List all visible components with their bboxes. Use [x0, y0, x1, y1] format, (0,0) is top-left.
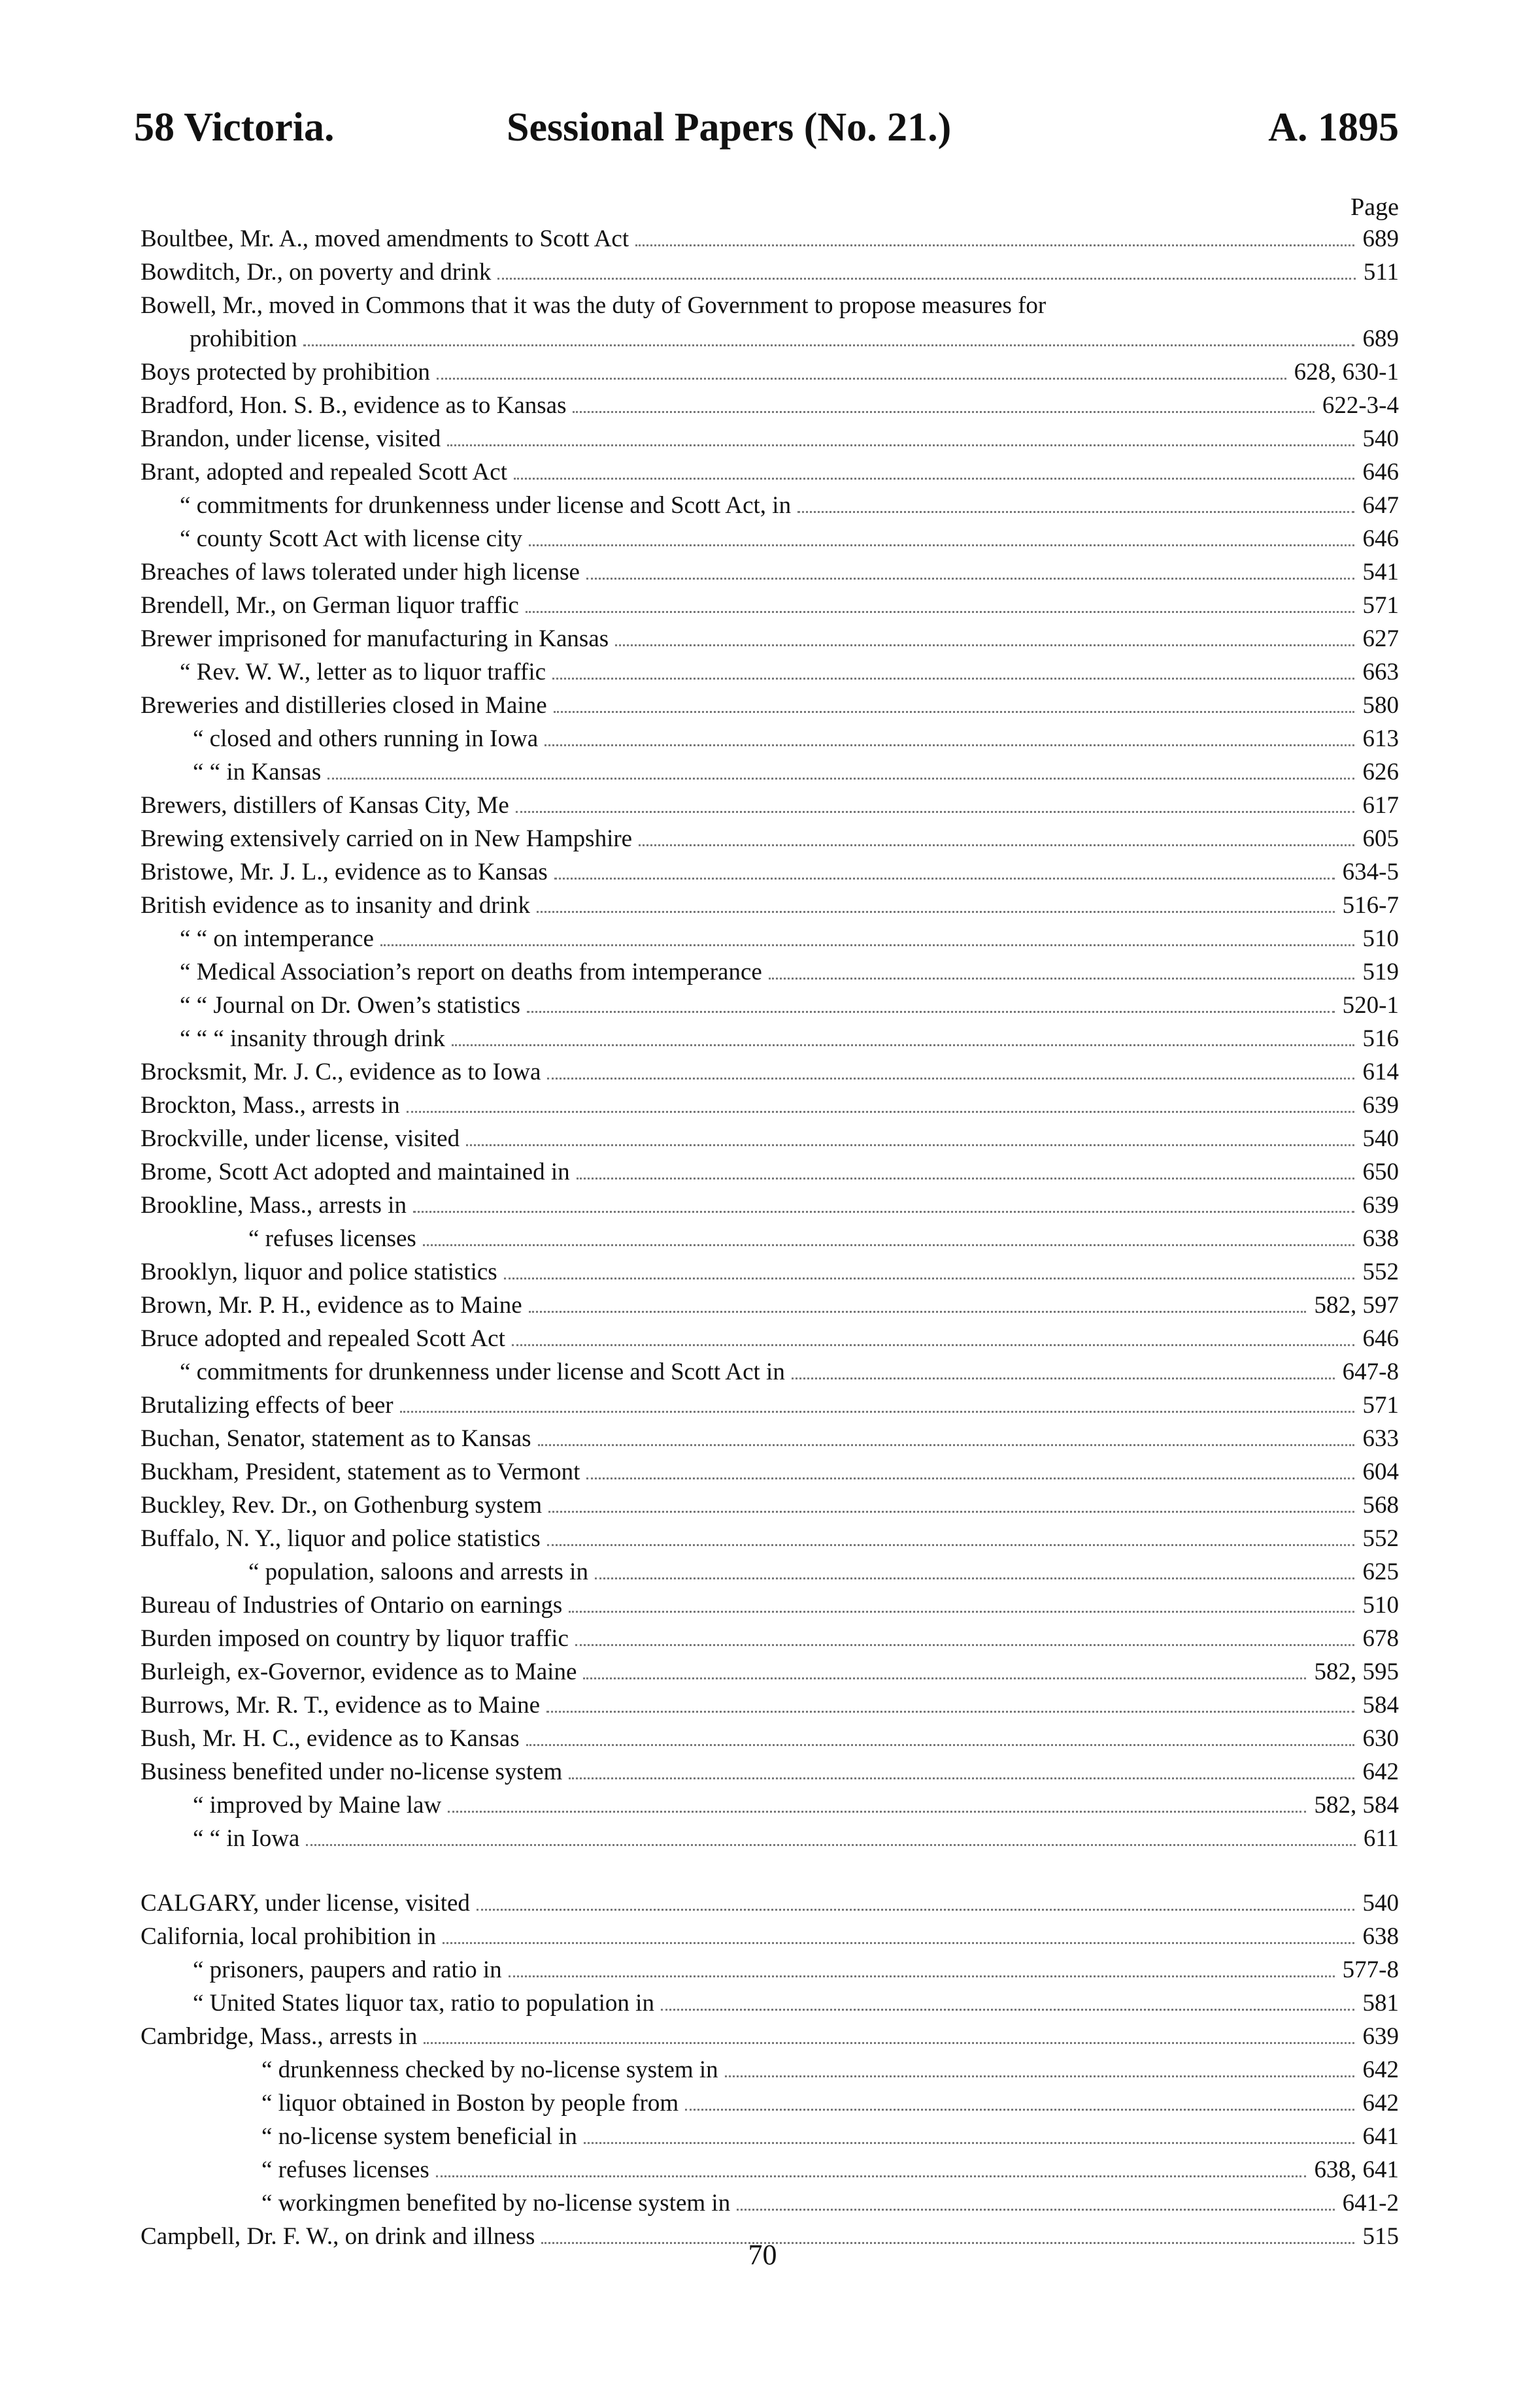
index-entry	[141, 1622, 1399, 1655]
index-entry	[141, 922, 1399, 955]
entry-text: Bush, Mr. H. C., evidence as to Kansas	[141, 1725, 520, 1752]
entry-page-ref: 622-3-4	[1322, 392, 1399, 419]
entry-text: “ “ in Kansas	[193, 759, 322, 785]
index-entry	[141, 1022, 1399, 1055]
entry-page-ref: 510	[1362, 925, 1399, 952]
entry-page-ref: 571	[1362, 592, 1399, 619]
entry-page-ref: 627	[1362, 625, 1399, 652]
entry-page-ref: 625	[1362, 1559, 1399, 1585]
entry-text: Brendell, Mr., on German liquor traffic	[141, 592, 519, 619]
index-entry	[141, 2086, 1399, 2120]
entry-page-ref: 584	[1362, 1692, 1399, 1719]
index-entry	[141, 2186, 1399, 2220]
entry-page-ref: 571	[1362, 1392, 1399, 1419]
index-entry	[141, 889, 1399, 922]
index-entry	[141, 1222, 1399, 1255]
entry-text: Brewing extensively carried on in New Hampshire	[141, 825, 633, 852]
entry-text: Business benefited under no-license system	[141, 1758, 563, 1785]
dot-leader	[569, 1777, 1354, 1779]
index-entry	[141, 1322, 1399, 1355]
dot-leader	[306, 1844, 1356, 1846]
dot-leader	[466, 1144, 1354, 1146]
index-entry	[141, 1689, 1399, 1722]
entry-text: Breweries and distilleries closed in Maine	[141, 692, 547, 719]
dot-leader	[527, 1011, 1335, 1013]
entry-page-ref: 580	[1362, 692, 1399, 719]
dot-leader	[725, 2075, 1354, 2077]
entry-page-ref: 541	[1362, 559, 1399, 586]
index-entry	[141, 1055, 1399, 1089]
entry-text: Breaches of laws tolerated under high license	[141, 559, 580, 586]
entry-page-ref: 582, 595	[1314, 1658, 1399, 1685]
entry-page-ref: 641	[1362, 2123, 1399, 2150]
entry-text: “ commitments for drunkenness under license and Scott Act, in	[180, 492, 792, 519]
index-entry	[141, 622, 1399, 655]
dot-leader	[586, 1477, 1354, 1479]
index-entry	[141, 1755, 1399, 1789]
entry-text: “ commitments for drunkenness under license and Scott Act in	[180, 1359, 785, 1385]
dot-leader	[547, 1544, 1354, 1546]
dot-leader	[554, 878, 1335, 880]
dot-leader	[569, 1611, 1354, 1613]
dot-leader	[548, 1511, 1354, 1513]
index-entry	[141, 1255, 1399, 1289]
entry-text: Buckley, Rev. Dr., on Gothenburg system	[141, 1492, 543, 1519]
entry-text: Burleigh, ex-Governor, evidence as to Maine	[141, 1658, 577, 1685]
entry-page-ref: 516-7	[1342, 892, 1399, 919]
dot-leader	[554, 711, 1354, 713]
dot-leader	[514, 478, 1354, 480]
entry-page-ref: 611	[1363, 1825, 1399, 1852]
entry-text: Brandon, under license, visited	[141, 425, 441, 452]
entry-text: Burrows, Mr. R. T., evidence as to Maine	[141, 1692, 541, 1719]
dot-leader	[424, 2042, 1354, 2044]
index-entry	[141, 2120, 1399, 2153]
index-entry	[141, 1089, 1399, 1122]
index-entry	[141, 1189, 1399, 1222]
entry-page-ref: 678	[1362, 1625, 1399, 1652]
entry-page-ref: 540	[1362, 1890, 1399, 1917]
dot-leader	[537, 911, 1335, 913]
index-entry	[141, 522, 1399, 555]
dot-leader	[504, 1278, 1354, 1279]
entry-text: “ prisoners, paupers and ratio in	[193, 1956, 502, 1983]
entry-text: Brocksmit, Mr. J. C., evidence as to Iowa	[141, 1059, 541, 1085]
entry-page-ref: 642	[1362, 2090, 1399, 2117]
entry-text: “ liquor obtained in Boston by people from	[261, 2090, 679, 2117]
entry-page-ref: 638, 641	[1314, 2156, 1399, 2183]
dot-leader	[380, 944, 1354, 946]
entry-text: “ “ in Iowa	[193, 1825, 300, 1852]
page-column-label: Page	[1350, 193, 1399, 221]
entry-text: Buchan, Senator, statement as to Kansas	[141, 1425, 531, 1452]
entry-text: California, local prohibition in	[141, 1923, 437, 1950]
dot-leader	[661, 2009, 1354, 2011]
page-number: 70	[748, 2239, 777, 2271]
dot-leader	[509, 1975, 1335, 1977]
entry-text: Brant, adopted and repealed Scott Act	[141, 459, 507, 486]
dot-leader	[526, 611, 1354, 613]
entry-page-ref: 646	[1362, 459, 1399, 486]
dot-leader	[797, 511, 1354, 513]
index-entry	[141, 1920, 1399, 1953]
dot-leader	[538, 1444, 1354, 1446]
dot-leader	[437, 378, 1286, 380]
entry-text: Bureau of Industries of Ontario on earnings	[141, 1592, 563, 1619]
entry-page-ref: 519	[1362, 959, 1399, 985]
index-entry	[141, 256, 1399, 289]
index-entry	[141, 1122, 1399, 1155]
entry-page-ref: 617	[1362, 792, 1399, 819]
index-entry	[141, 355, 1399, 389]
entry-page-ref: 552	[1362, 1259, 1399, 1285]
entry-text: Brookline, Mass., arrests in	[141, 1192, 407, 1219]
entry-text: Brockton, Mass., arrests in	[141, 1092, 400, 1119]
dot-leader	[526, 1744, 1354, 1746]
entry-text: Brewers, distillers of Kansas City, Me	[141, 792, 509, 819]
dot-leader	[552, 678, 1354, 680]
entry-text: “ no-license system beneficial in	[261, 2123, 577, 2150]
entry-text: Burden imposed on country by liquor traffic	[141, 1625, 569, 1652]
dot-leader	[547, 1078, 1354, 1080]
index-entry	[141, 1887, 1399, 1920]
entry-page-ref: 647	[1362, 492, 1399, 519]
entry-page-ref: 630	[1362, 1725, 1399, 1752]
dot-leader	[497, 278, 1356, 280]
entry-page-ref: 577-8	[1342, 1956, 1399, 1983]
index-entry	[141, 1655, 1399, 1689]
index-entry	[141, 989, 1399, 1022]
entry-text: “ refuses licenses	[248, 1225, 416, 1252]
dot-leader	[407, 1111, 1354, 1113]
dot-leader	[792, 1377, 1335, 1379]
entry-text: Bowditch, Dr., on poverty and drink	[141, 259, 492, 286]
entry-page-ref: 639	[1362, 2023, 1399, 2050]
index-entry	[141, 2053, 1399, 2086]
entry-page-ref: 638	[1362, 1923, 1399, 1950]
entry-page-ref: 633	[1362, 1425, 1399, 1452]
dot-leader	[516, 811, 1354, 813]
entry-page-ref: 520-1	[1342, 992, 1399, 1019]
dot-leader	[685, 2109, 1354, 2111]
entry-page-ref: 634-5	[1342, 859, 1399, 885]
entry-text: Bradford, Hon. S. B., evidence as to Kansas	[141, 392, 567, 419]
index-entry	[141, 222, 1399, 256]
index-entry	[141, 555, 1399, 589]
entry-text: “ “ Journal on Dr. Owen’s statistics	[180, 992, 520, 1019]
dot-leader	[423, 1244, 1354, 1246]
entry-text-continued: prohibition	[190, 325, 297, 352]
entry-page-ref: 689	[1362, 225, 1399, 252]
entry-text: Bristowe, Mr. J. L., evidence as to Kansas	[141, 859, 548, 885]
dot-leader	[477, 1909, 1354, 1911]
dot-leader	[577, 1178, 1354, 1179]
entry-text: “ United States liquor tax, ratio to population in	[193, 1990, 654, 2017]
entry-page-ref: 605	[1362, 825, 1399, 852]
index-entry	[141, 955, 1399, 989]
index-entry	[141, 689, 1399, 722]
entry-page-ref: 510	[1362, 1592, 1399, 1619]
entry-page-ref: 614	[1362, 1059, 1399, 1085]
index-entry	[141, 289, 1399, 355]
index-entry	[141, 1555, 1399, 1589]
entry-page-ref: 638	[1362, 1225, 1399, 1252]
entry-text: “ improved by Maine law	[193, 1792, 442, 1819]
index-entry	[141, 2020, 1399, 2053]
entry-text: Brutalizing effects of beer	[141, 1392, 394, 1419]
entry-page-ref: 663	[1362, 659, 1399, 685]
index-entry	[141, 489, 1399, 522]
index-entry	[141, 1589, 1399, 1622]
dot-leader	[737, 2209, 1335, 2211]
index-entry	[141, 755, 1399, 789]
running-header	[134, 105, 1399, 163]
entry-page-ref: 646	[1362, 525, 1399, 552]
entry-text: “ closed and others running in Iowa	[193, 725, 539, 752]
index-entry	[141, 1953, 1399, 1987]
dot-leader	[400, 1411, 1354, 1413]
entry-page-ref: 582, 584	[1314, 1792, 1399, 1819]
dot-leader	[303, 344, 1354, 346]
entry-page-ref: 639	[1362, 1192, 1399, 1219]
entry-page-ref: 647-8	[1342, 1359, 1399, 1385]
index-entry	[141, 389, 1399, 422]
index-entry	[141, 1389, 1399, 1422]
header-year: A. 1895	[1268, 105, 1399, 150]
entry-text: “ Rev. W. W., letter as to liquor traffic	[180, 659, 546, 685]
entry-page-ref: 604	[1362, 1459, 1399, 1485]
header-session: 58 Victoria.	[134, 105, 335, 150]
entry-page-ref: 642	[1362, 2056, 1399, 2083]
index-entry	[141, 1422, 1399, 1455]
entry-text: British evidence as to insanity and drink	[141, 892, 530, 919]
entry-page-ref: 540	[1362, 425, 1399, 452]
dot-leader	[448, 1811, 1306, 1813]
entry-text: Buckham, President, statement as to Vermont	[141, 1459, 580, 1485]
dot-leader	[595, 1577, 1354, 1579]
dot-leader	[413, 1211, 1354, 1213]
dot-leader	[635, 244, 1354, 246]
index-entry	[141, 1722, 1399, 1755]
dot-leader	[583, 1677, 1306, 1679]
entry-page-ref: 639	[1362, 1092, 1399, 1119]
index-entry	[141, 1522, 1399, 1555]
dot-leader	[512, 1344, 1354, 1346]
entry-text: Bruce adopted and repealed Scott Act	[141, 1325, 505, 1352]
entry-text: Boultbee, Mr. A., moved amendments to Scott Act	[141, 225, 629, 252]
index-entry	[141, 1455, 1399, 1489]
index-entry	[141, 822, 1399, 855]
entry-page-ref: 511	[1363, 259, 1399, 286]
entry-page-ref: 581	[1362, 1990, 1399, 2017]
section-gap	[141, 1855, 1399, 1887]
entry-page-ref: 613	[1362, 725, 1399, 752]
entry-text: “ county Scott Act with license city	[180, 525, 523, 552]
dot-leader	[443, 1942, 1354, 1944]
dot-leader	[447, 444, 1354, 446]
index-entry	[141, 722, 1399, 755]
dot-leader	[436, 2175, 1306, 2177]
entry-text: CALGARY, under license, visited	[141, 1890, 470, 1917]
entry-text: Brockville, under license, visited	[141, 1125, 460, 1152]
entry-text: Brewer imprisoned for manufacturing in Kansas	[141, 625, 609, 652]
entry-page-ref: 628, 630-1	[1294, 359, 1399, 386]
index-entry	[141, 1789, 1399, 1822]
dot-leader	[769, 978, 1354, 980]
entry-text: Campbell, Dr. F. W., on drink and illness	[141, 2223, 535, 2250]
index-entry	[141, 422, 1399, 455]
entry-text: “ drunkenness checked by no-license system in	[261, 2056, 718, 2083]
dot-leader	[615, 644, 1354, 646]
index-entry	[141, 1489, 1399, 1522]
index-entry	[141, 1155, 1399, 1189]
index-entry	[141, 1289, 1399, 1322]
dot-leader	[639, 844, 1354, 846]
entry-page-ref: 568	[1362, 1492, 1399, 1519]
entry-page-ref: 650	[1362, 1159, 1399, 1185]
dot-leader	[575, 1644, 1354, 1646]
dot-leader	[452, 1044, 1354, 1046]
index-entry	[141, 1987, 1399, 2020]
dot-leader	[586, 578, 1354, 580]
dot-leader	[327, 778, 1354, 780]
entry-page-ref: 642	[1362, 1758, 1399, 1785]
entry-page-ref: 641-2	[1342, 2190, 1399, 2217]
index-entry	[141, 655, 1399, 689]
dot-leader	[529, 544, 1354, 546]
entry-text: Buffalo, N. Y., liquor and police statistics	[141, 1525, 541, 1552]
entry-text: Bowell, Mr., moved in Commons that it was the duty of Government to propose measures for	[141, 292, 1047, 319]
entry-page-ref: 626	[1362, 759, 1399, 785]
entry-text: “ Medical Association’s report on deaths from intemperance	[180, 959, 762, 985]
entry-text: Brown, Mr. P. H., evidence as to Maine	[141, 1292, 522, 1319]
dot-leader	[545, 744, 1354, 746]
index-entry	[141, 2153, 1399, 2186]
index-entries	[141, 222, 1399, 2253]
index-entry	[141, 1355, 1399, 1389]
entry-text: Boys protected by prohibition	[141, 359, 430, 386]
entry-text: “ population, saloons and arrests in	[248, 1559, 588, 1585]
entry-text: Brooklyn, liquor and police statistics	[141, 1259, 497, 1285]
entry-page-ref: 552	[1362, 1525, 1399, 1552]
entry-page-ref: 689	[1362, 325, 1399, 352]
entry-page-ref: 582, 597	[1314, 1292, 1399, 1319]
entry-text: Brome, Scott Act adopted and maintained in	[141, 1159, 570, 1185]
index-entry	[141, 789, 1399, 822]
entry-text: “ “ “ insanity through drink	[180, 1025, 445, 1052]
index-entry	[141, 589, 1399, 622]
entry-page-ref: 515	[1362, 2223, 1399, 2250]
dot-leader	[584, 2142, 1354, 2144]
entry-text: Cambridge, Mass., arrests in	[141, 2023, 418, 2050]
entry-text: “ “ on intemperance	[180, 925, 374, 952]
dot-leader	[529, 1311, 1306, 1313]
entry-page-ref: 646	[1362, 1325, 1399, 1352]
entry-text: “ refuses licenses	[261, 2156, 429, 2183]
entry-page-ref: 540	[1362, 1125, 1399, 1152]
header-title: Sessional Papers (No. 21.)	[507, 105, 952, 150]
index-entry	[141, 455, 1399, 489]
index-entry	[141, 1822, 1399, 1855]
dot-leader	[546, 1711, 1354, 1713]
entry-page-ref: 516	[1362, 1025, 1399, 1052]
index-entry	[141, 855, 1399, 889]
dot-leader	[573, 411, 1315, 413]
entry-text: “ workingmen benefited by no-license system in	[261, 2190, 731, 2217]
